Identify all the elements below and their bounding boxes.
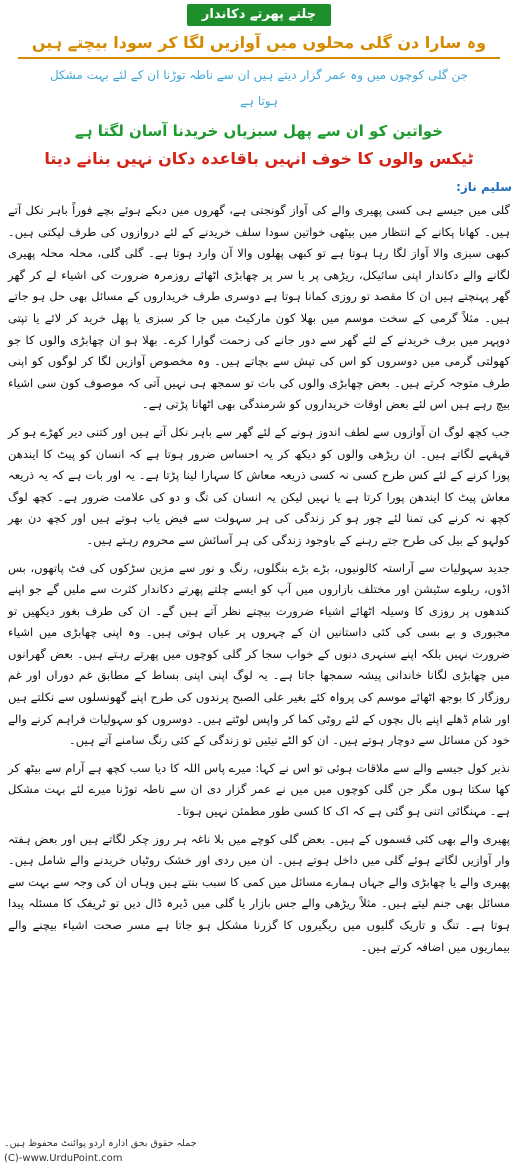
paragraph: گلی میں جیسے ہی کسی پھیری والے کی آواز گونجتی ہے، گھروں میں دبکے ہوئے بچے فوراً باہر نکل آتے ہیں۔ کھانا پکانے کے انتظار میں بیٹھی خواتین سودا سلف خریدنے کے لئے دروازوں کی طرف لپکتی ہیں۔ کبھی سبزی والا آواز لگا رہا ہوتا ہے تو کبھی پھلوں والا آن وارد ہوتا ہے۔ گلی گلی، محلہ محلہ پھیری لگانے والے دکاندار اپنی سائیکل، ریڑھی پر یا سر پر چھابڑی اٹھائے روزمرہ ضرورت کی اشیاء لے کر گھر گھر پہنچتے ہیں ان کا مقصد تو روزی کمانا ہوتا ہے دوسری طرف خریداروں کے مسائل بھی حل ہو جاتے ہیں۔ مثلاً گرمی کے سخت موسم میں بھلا کون مارکیٹ میں جا کر سبزی یا پھل خرید کر لائے یا تپتی دوپہر میں برف خریدنے کے لئے گھر سے دور جانے کی زحمت گوارا کرے۔ بھلا ہو ان چھابڑی والوں کا جو کھولتی گرمی میں دوسروں کو اس کی تپش سے بچاتے ہیں۔ وہ مخصوص آوازیں لگا کر لوگوں کو اپنی طرف متوجہ کرتے ہیں۔ بعض چھابڑی والوں کی بات تو سمجھ ہی نہیں آتی کہ موصوف کون سی اشیاء بیچ رہے ہیں اس لئے بعض اوقات خریداروں کو شرمندگی بھی اٹھانا پڑتی ہے۔ [8,203,510,412]
paragraph: پھیری والے بھی کئی قسموں کے ہیں۔ بعض گلی کوچے میں بلا ناغہ ہر روز چکر لگاتے ہیں اور بعض ہفتہ وار آوازیں لگاتے ہوئے گلی میں داخل ہوتے ہیں۔ ان میں ردی اور خشک روٹیاں خریدنے والے شامل ہیں۔ پھیری والے یا چھابڑی والے جہاں ہمارے مسائل میں کمی کا سبب بنتے ہیں وہاں ان کی وجہ سے بہت سے مسائل بھی جنم لیتے ہیں۔ مثلاً ریڑھی والے جس بازار یا گلی میں ڈیرہ ڈال دیں تو ٹریفک کا مسئلہ پیدا ہوتا ہے۔ تنگ و تاریک گلیوں میں ریگیروں کا گزرنا مشکل ہو جاتا ہے مسر صحت اشیاء بیچنے والے بیماریوں میں اضافہ کرتے ہیں۔ [8,831,510,954]
paragraph: جب کچھ لوگ ان آوازوں سے لطف اندوز ہونے کے لئے گھر سے باہر نکل آتے ہیں اور کتنی دیر کھڑے ہو کر قہقہے لگاتے ہیں۔ ان ریڑھی والوں کو دیکھ کر یہ احساس ضرور ہوتا ہے کہ انسان کو پیٹ کا ایندھن پورا کرنے کے لئے کس طرح کسی نہ کسی ذریعہ معاش کا سہارا لینا پڑتا ہے۔ یہ اور بات ہے کہ یہ ذریعہ معاش پیٹ کا ایندھن پورا کرتا ہے یا نہیں لیکن یہ انسان کی تگ و دو کی علامت ضرور ہے۔ کچھ لوگ کچھ نہ کرنے کی تمنا لئے چور ہو کر زندگی کی ہر سہولت سے فیض یاب ہوتے ہیں اور کچھ دن بھر کولہو کے بیل کی طرح جتے رہنے کے باوجود زندگی کی ہر آسائش سے محروم رہتے ہیں۔ [8,424,510,547]
headline-main: وہ سارا دن گلی محلوں میں آوازیں لگا کر سودا بیچتے ہیں [31,33,487,52]
article-body [8,200,510,964]
paragraph: جدید سہولیات سے آراستہ کالونیوں، بڑے بڑے بنگلوں، رنگ و نور سے مزین سڑکوں کی فٹ پاتھوں، بس اڈوں، ریلوے سٹیشن اور مختلف بازاروں میں آپ کو ایسے چلتے پھرتے دکاندار کثرت سے ملیں گے جو اپنے کندھوں پر روزی کا وسیلہ اٹھائے اشیاء ضرورت بیچتے نظر آتے ہیں گے۔ ان کی طرف بغور دیکھیں تو مجبوری و بے بسی کی کئی داستانیں ان کے چہروں پر عیاں ہوتی ہیں۔ وہ اپنی چھابڑی میں اشیاء ضرورت نہیں بلکہ اپنے سنہری دنوں کے خواب سجا کر گلی کوچوں میں پھرتے رہتے ہیں۔ بعض گھرانوں میں چھابڑی لگانا خاندانی پیشہ سمجھا جاتا ہے۔ یہ لوگ اپنی اپنی بساط کے مطابق غم دوراں اور غم روزگار کا بوجھ اٹھائے موسم کی پرواہ کئے بغیر علی الصبح پرندوں کی طرح اپنے گھونسلوں سے نکلتے ہیں اور شام ڈھلے اپنے بال بچوں کے لئے روٹی کما کر واپس لوٹتے ہیں۔ دوسروں کو سہولیات فراہم کرنے والے خود کن مسائل سے دوچار ہوتے ہیں۔ ان کو الٹے تیئیں تو زندگی کے کئی رنگ سامنے آتے ہیں۔ [8,560,510,748]
section-banner: چلتے پھرتے دکاندار [187,4,331,26]
author-byline: سلیم ناز: [456,180,512,194]
headline-green: خواتین کو ان سے پھل سبزیاں خریدنا آسان لگتا ہے [74,122,444,140]
headline-red: ٹیکس والوں کا خوف انہیں باقاعدہ دکان نہیں بنانے دیتا [44,149,474,168]
paragraph: نذیر کول جیسے والے سے ملاقات ہوئی تو اس نے کہا: میرے پاس اللہ کا دیا سب کچھ ہے آرام سے بیٹھ کر کھا سکتا ہوں مگر جن گلی کوچوں میں میں نے عمر گزار دی ان سے ناطہ توڑنا میرے لئے بہت مشکل ہے۔ مہنگائی اتنی ہو گئی ہے کہ اک کا کسی طور مطمئن نہیں ہوتا۔ [8,760,510,819]
headline-underline [18,57,500,59]
footer-copyright: (C)-www.UrduPoint.com [4,1153,123,1164]
footer-rights: جملہ حقوق بحق ادارہ اردو پوائنٹ محفوظ ہیں۔ [4,1138,197,1149]
subheadline: جن گلی کوچوں میں وہ عمر گزار دیتے ہیں ان سے ناطہ توڑنا ان کے لئے بہت مشکل ہوتا ہے [49,68,469,108]
